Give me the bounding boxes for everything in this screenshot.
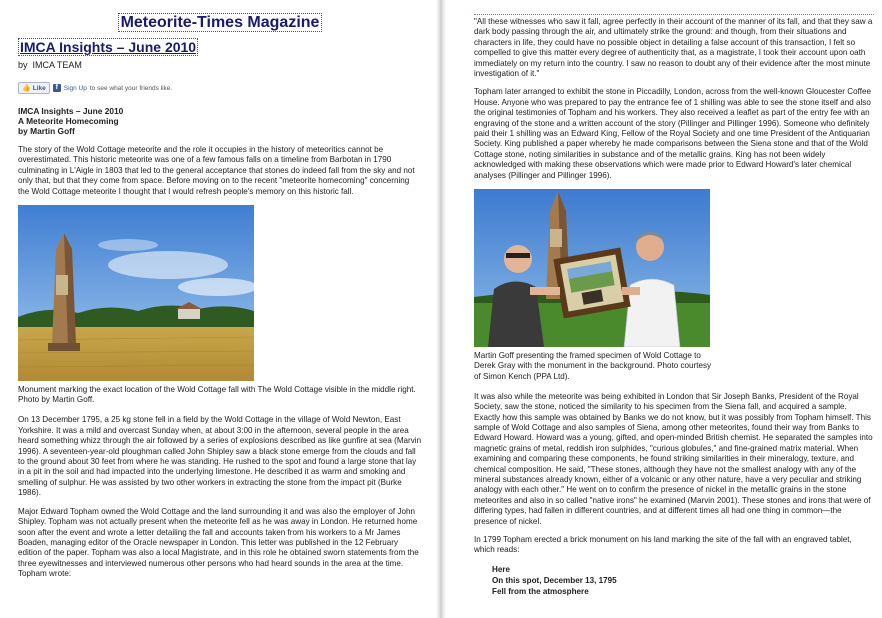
monument-inscription — [492, 564, 874, 597]
social-bar — [18, 82, 422, 94]
byline-author: IMCA TEAM — [32, 60, 82, 70]
topham-quote: "All these witnesses who saw it fall, agree perfectly in their account of the manner of its fall, and that they saw a dark body passing through the air, and ultimately strike the ground: and though, from their situations and characters in life, they could have no possible object in detailing a false account of this transaction, I felt so compelled to give this matter every degree of authenticity that, as a magistrate, I took their account upon oath immediately on my return into the country. I saw no reason to doubt any of their evidence after the most minute investigation of it." — [474, 14, 874, 79]
signup-link[interactable]: Sign Up — [63, 84, 87, 92]
paragraph-exhibit: Topham later arranged to exhibit the stone in Piccadilly, London, across from the well-known Gloucester Coffee House. Anyone who was prepared to pay the entrance fee of 1 shilling was able to see the stone itself and also the original testimonies of Topham and his workers. They also received a leaflet as part of the entry fee with an engraving of the stone and a written account of the story (Pillinger and Pillinger 1996). Someone who definitely paid their 1 shilling was an Edward King, Fellow of the Royal Society and one time President of the Antiquarian Society. King published a paper whereby he made comparisons between the Siena stone and that of the Wold Cottage stone, noting similarities in substance and of the metallic grains. King has not been widely acknowledged with making these observations which were made prior to Edward Howard's later chemical analyses (Pillinger and Pillinger 1996). — [474, 87, 871, 180]
magazine-title-link[interactable]: Meteorite-Times Magazine — [118, 13, 323, 32]
paragraph-banks-howard: It was also while the meteorite was being exhibited in London that Sir Joseph Banks, President of the Royal Society, saw the stone, noticed the similarity to his specimen from the Siena fall, and acquired a sample. Exactly how this sample was obtained by Banks we do not know, but it was possibly from Topham himself. This sample of Wold Cottage and also samples of Siena, among other meteorites, found their way from Banks to Edward Howard. Howard was a young, gifted, and open-minded British chemist. He separated the samples into magnetic grains of metal, reddish iron sulphides, "curious globules," and fine-grained matrix material. When examining and comparing these components, he found striking similarities in their mineralogy, texture, and chemical composition. He said, "These stones, although they have not the smallest analogy with any of the mineral substances already known, either of a volcanic or any other nature, have a very peculiar and striking analogy with each other." He went on to confirm the presence of nickel in the metallic grains in the stone meteorites and also in so called "native irons" he examined (Marvin 2001). These stones and irons that were of differing types, had fallen in different countries, and at different times all had one thing in common—the presence of nickel. — [474, 391, 873, 526]
monument-photo-caption: Monument marking the exact location of the Wold Cottage fall with The Wold Cottage visible in the middle right. Photo by Martin Goff. — [18, 385, 416, 405]
presentation-photo — [474, 189, 710, 347]
monument-photo-image — [18, 205, 254, 381]
left-page-content — [18, 14, 422, 588]
paragraph-brick-monument: In 1799 Topham erected a brick monument on his land marking the site of the fall with an engraved tablet, which reads: — [474, 534, 852, 555]
paragraph-intro: The story of the Wold Cottage meteorite and the role it occupies in the history of meteoritics cannot be overestimated. This historic meteorite was one of a few famous falls on a timeline from Barbotan in 1790 culminating in L'Aigle in 1803 that led to the general acceptance that stones do indeed fall from the sky and not only that, but that they come from space. Before moving on to the recent "meteorite homecoming" concerning the Wold Cottage meteorite I thought that I would refresh people's memory on this historic fall. — [18, 145, 415, 196]
like-label: Like — [32, 84, 46, 92]
right-page — [442, 0, 882, 618]
right-page-content — [474, 14, 874, 597]
paragraph-topham: Major Edward Topham owned the Wold Cottage and the land surrounding it and was also the employer of John Shipley. Topham was not actually present when the meteorite fell as he was away in London. He returned home soon after the event and wrote a letter detailing the fall and accounts taken from his workers to a Mr James Boaden, managing editor of the Oracle newspaper in London. This letter was published in the 12 February edition of the paper. Topham was also a local Magistrate, and in this role he obtained sworn statements from the three eyewitnesses and interviewed numerous other persons who had heard sounds in the area at the time. Topham wrote: — [18, 506, 419, 579]
magazine-title[interactable] — [18, 14, 422, 32]
paragraph-fall-account: On 13 December 1795, a 25 kg stone fell in a field by the Wold Cottage in the village of Wold Newton, East Yorkshire. It was a mild and overcast Sunday when, at about 3:00 in the afternoon, several people in the area heard something whizz through the air followed by a series of explosions described as like gunfire at sea (Marvin 1996). A seventeen-year-old ploughman called John Shipley saw a black stone emerge from the clouds and fall to the ground about 30 feet from where he was standing. He rushed to the spot and found a large stone that lay in a pit in the soil and had impacted into the underlying limestone. He described it as warm and smoking and smelling of sulphur. He was assisted by two other workers in extracting the stone from the impact pit (Burke 1986). — [18, 415, 422, 498]
left-page — [0, 0, 440, 618]
heading-line-3: by Martin Goff — [18, 126, 75, 136]
byline — [18, 60, 422, 70]
article-heading — [18, 106, 422, 136]
signup-text: to see what your friends like. — [89, 84, 173, 92]
heading-line-2: A Meteorite Homecoming — [18, 116, 119, 126]
thumbs-up-icon: 👍 — [22, 85, 31, 92]
facebook-icon: f — [53, 84, 61, 92]
presentation-photo-caption: Martin Goff presenting the framed specimen of Wold Cottage to Derek Gray with the monument in the background. Photo courtesy of Simon Kench (PPA Ltd). — [474, 351, 712, 381]
inscription-line-1: Here — [492, 564, 510, 574]
inscription-line-3: Fell from the atmosphere — [492, 586, 589, 596]
presentation-photo-image — [474, 189, 710, 347]
like-button[interactable] — [18, 82, 50, 94]
monument-photo — [18, 205, 254, 381]
inscription-line-2: On this spot, December 13, 1795 — [492, 575, 617, 585]
byline-prefix: by — [18, 60, 28, 70]
article-title[interactable]: IMCA Insights – June 2010 — [20, 39, 197, 55]
heading-line-1: IMCA Insights – June 2010 — [18, 106, 124, 116]
